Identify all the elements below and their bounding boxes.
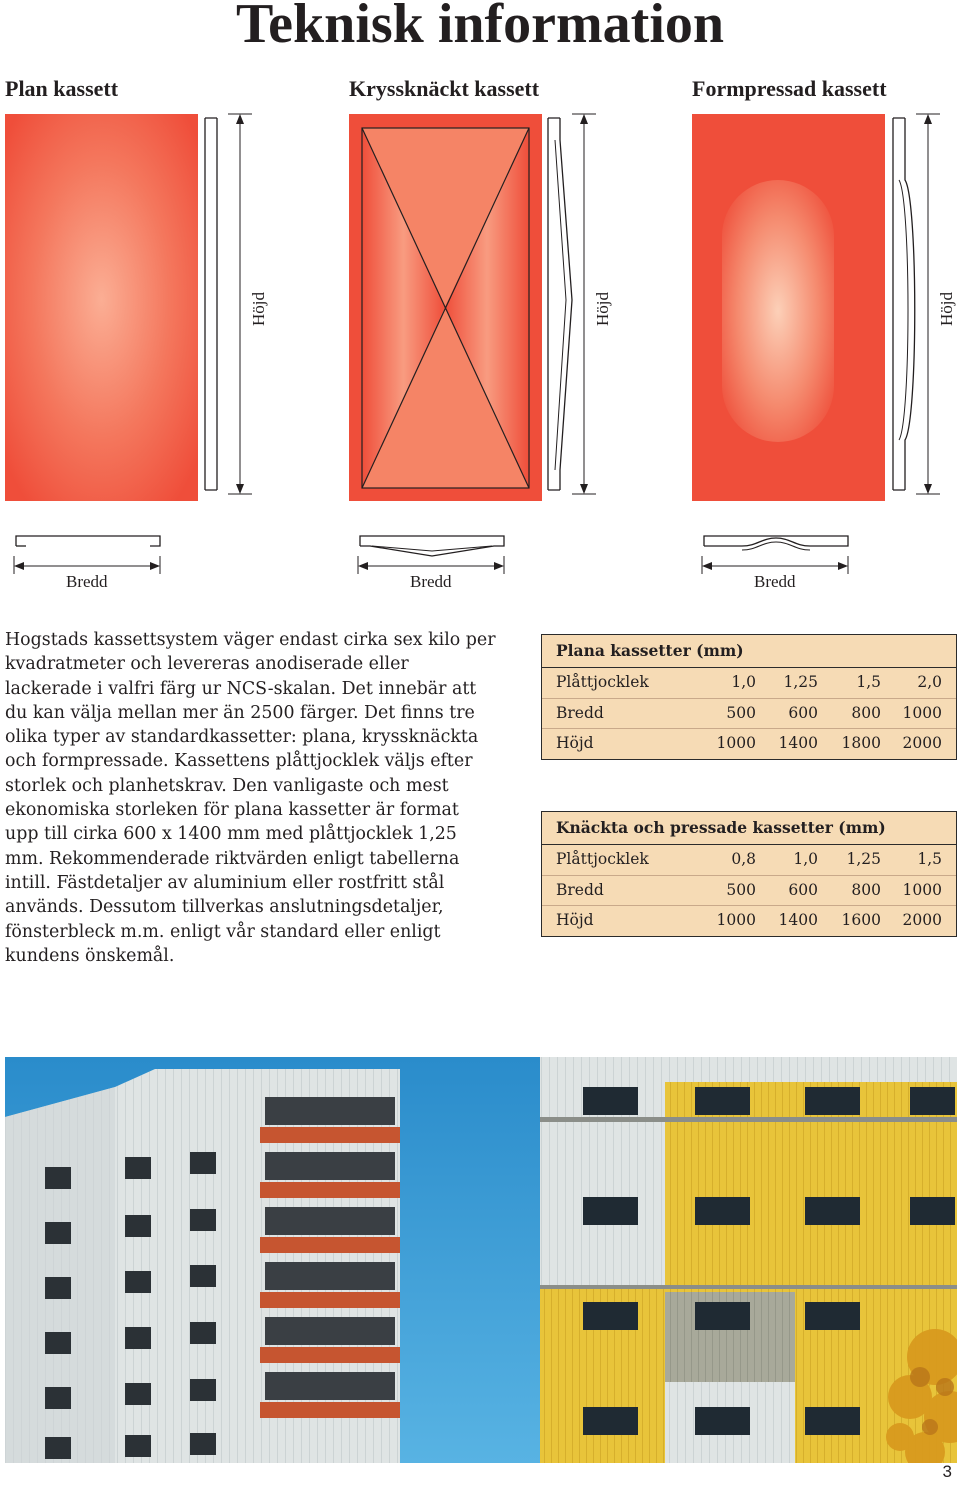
table-cell: 2000 <box>902 911 942 929</box>
table-cell: 600 <box>788 703 818 722</box>
width-label-plan: Bredd <box>66 572 108 591</box>
height-label-formpressad: Höjd <box>937 292 956 326</box>
table-row <box>542 699 956 730</box>
table-cell: 800 <box>851 880 881 899</box>
row-label: Plåttjocklek <box>556 850 649 868</box>
table-cell: 1,5 <box>856 673 881 691</box>
row-label: Bredd <box>556 880 604 899</box>
section-title-kryssknackt: Kryssknäckt kassett <box>349 76 540 101</box>
height-label-kryssknackt: Höjd <box>593 292 612 326</box>
form-pressed-cassette-icon <box>692 114 940 574</box>
table-cell: 1800 <box>841 734 881 752</box>
table-knackta-pressade-kassetter <box>541 811 957 937</box>
table-row <box>542 845 956 876</box>
page-title: Teknisk information <box>235 0 725 55</box>
section-title-plan: Plan kassett <box>5 76 119 101</box>
page-number: 3 <box>942 1462 952 1481</box>
table-cell: 1400 <box>778 734 818 752</box>
cross-folded-cassette-icon <box>349 114 596 574</box>
table-cell: 500 <box>726 880 756 899</box>
table-plana-kassetter <box>541 634 957 760</box>
table-cell: 1400 <box>778 911 818 929</box>
cassette-diagrams <box>0 105 960 595</box>
row-label: Höjd <box>556 911 594 929</box>
row-label: Bredd <box>556 703 604 722</box>
table-cell: 1,25 <box>783 673 818 691</box>
table-cell: 2,0 <box>917 673 942 691</box>
table-cell: 1000 <box>902 703 942 722</box>
width-label-kryssknackt: Bredd <box>410 572 452 591</box>
table-row <box>542 876 956 907</box>
table-cell: 1,0 <box>731 673 756 691</box>
table-cell: 1000 <box>902 880 942 899</box>
table-cell: 1,5 <box>917 850 942 868</box>
section-title-formpressad: Formpressad kassett <box>692 76 887 101</box>
table-cell: 600 <box>788 880 818 899</box>
flat-cassette-icon <box>5 114 252 574</box>
table-cell: 1000 <box>716 911 756 929</box>
row-label: Plåttjocklek <box>556 673 649 691</box>
row-label: Höjd <box>556 734 594 752</box>
table-cell: 800 <box>851 703 881 722</box>
body-paragraph: Hogstads kassettsystem väger endast cirka sex kilo per kvadratmeter och levereras anodiserade eller lackerade i valfri färg ur NCS-skalan. Det innebär att du kan välja mellan mer än 2500 färger. Det finns tre olika typer av standardkassetter: plana, kryssknäckta och formpressade. Kassettens plåttjocklek väljs efter storlek och planhetskrav. Den vanligaste och mest ekonomiska storleken för plana kassetter är format upp till cirka 600 x 1400 mm med plåttjocklek 1,25 mm. Rekommenderade riktvärden enligt tabellerna intill. Fästdetaljer av aluminium eller rostfritt stål används. Dessutom tillverkas anslutningsdetaljer, fönsterbleck m.m. enligt vår standard eller enligt kundens önskemål. <box>5 630 496 966</box>
table-title: Knäckta och pressade kassetter (mm) <box>542 812 956 845</box>
height-label-plan: Höjd <box>249 292 268 326</box>
table-cell: 2000 <box>902 734 942 752</box>
table-cell: 0,8 <box>731 850 756 868</box>
table-cell: 1,25 <box>846 850 881 868</box>
table-cell: 1,0 <box>793 850 818 868</box>
table-row <box>542 668 956 699</box>
width-label-formpressad: Bredd <box>754 572 796 591</box>
table-row <box>542 729 956 759</box>
table-cell: 1600 <box>841 911 881 929</box>
table-title: Plana kassetter (mm) <box>542 635 956 668</box>
table-cell: 1000 <box>716 734 756 752</box>
table-row <box>542 906 956 936</box>
facade-photo <box>5 1057 957 1463</box>
table-cell: 500 <box>726 703 756 722</box>
